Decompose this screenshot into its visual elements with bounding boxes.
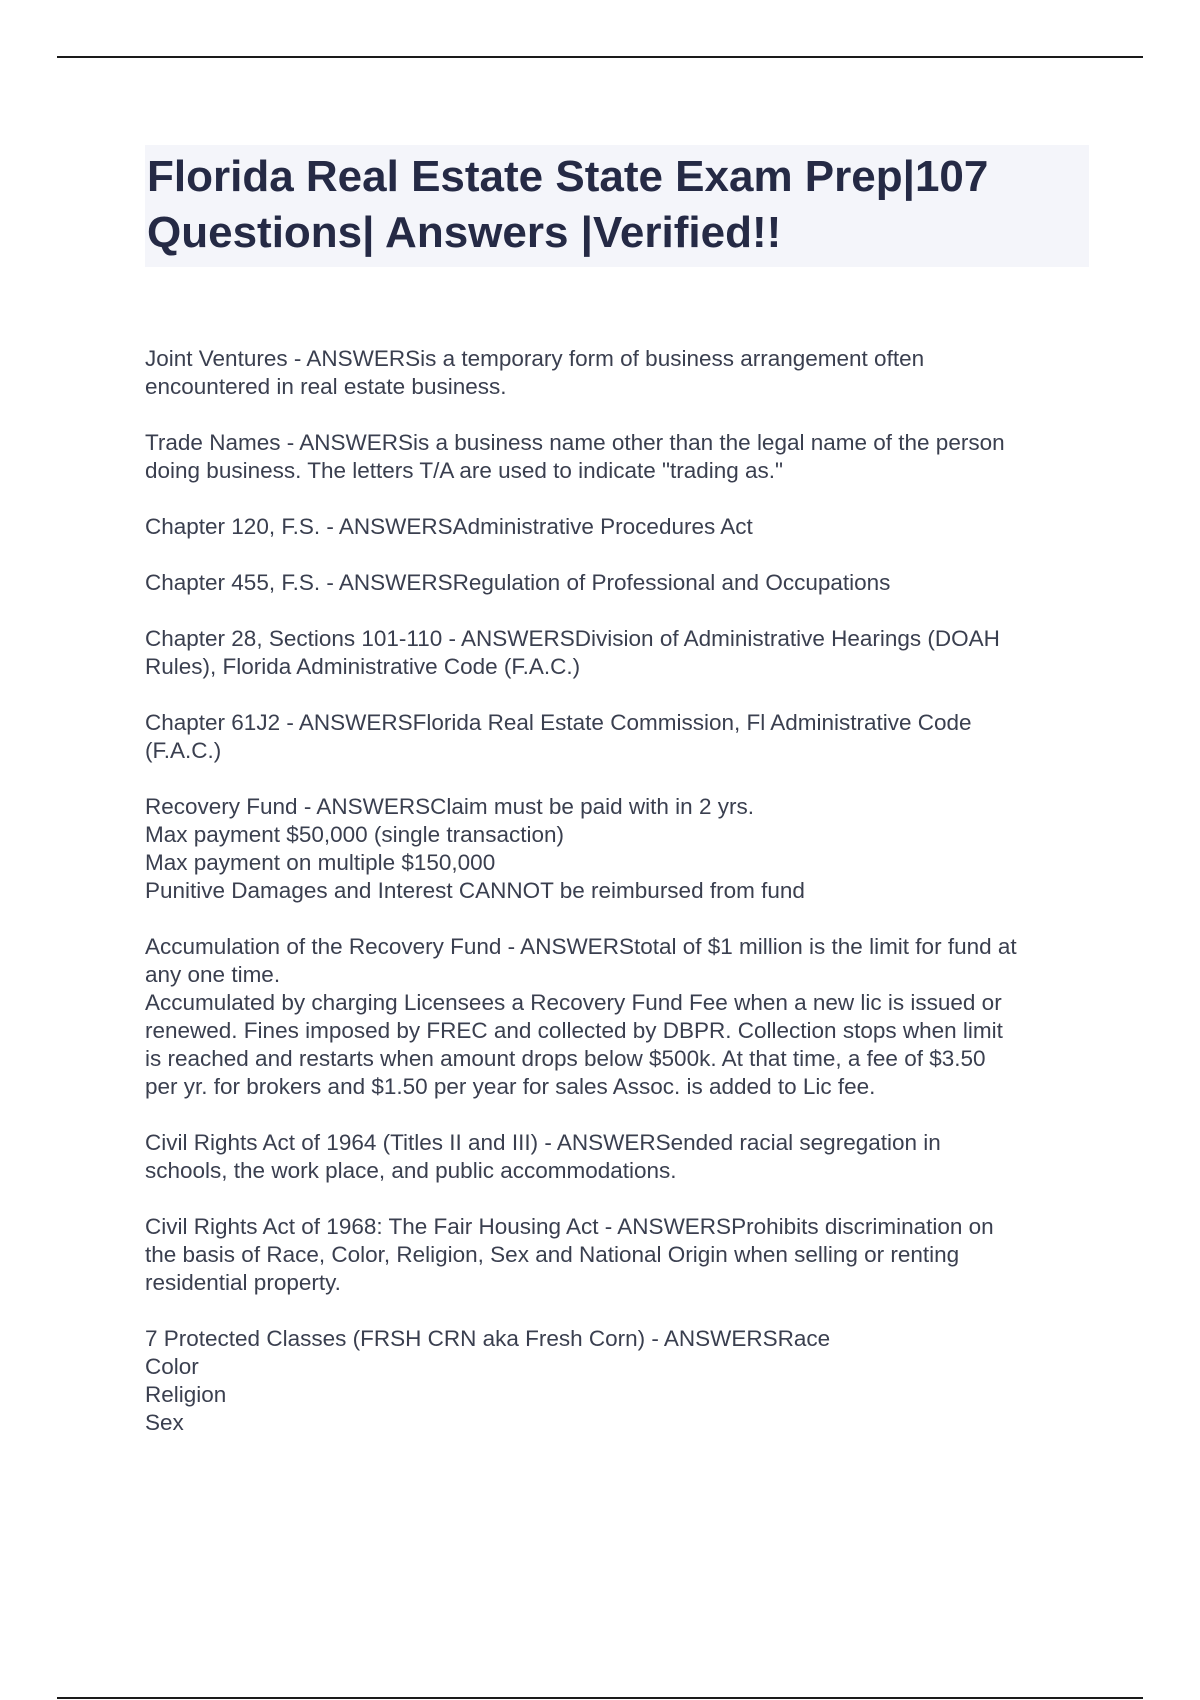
qa-line: Accumulated by charging Licensees a Recovery Fund Fee when a new lic is issued or: [145, 990, 1002, 1015]
qa-entry: [145, 793, 1089, 905]
qa-entry: [145, 513, 1089, 541]
qa-line: the basis of Race, Color, Religion, Sex and National Origin when selling or renting: [145, 1242, 960, 1267]
qa-line: renewed. Fines imposed by FREC and collected by DBPR. Collection stops when limit: [145, 1018, 1003, 1043]
qa-line: Civil Rights Act of 1964 (Titles II and III) - ANSWERSended racial segregation in: [145, 1130, 941, 1155]
qa-line: is reached and restarts when amount drops below $500k. At that time, a fee of $3.50: [145, 1046, 986, 1071]
qa-entry: [145, 709, 1089, 765]
qa-line: Religion: [145, 1382, 227, 1407]
qa-line: Civil Rights Act of 1968: The Fair Housing Act - ANSWERSProhibits discrimination on: [145, 1214, 994, 1239]
qa-line: Rules), Florida Administrative Code (F.A.C.): [145, 654, 581, 679]
qa-line: Joint Ventures - ANSWERSis a temporary form of business arrangement often: [145, 346, 925, 371]
qa-line: Recovery Fund - ANSWERSClaim must be paid with in 2 yrs.: [145, 794, 754, 819]
qa-line: Chapter 455, F.S. - ANSWERSRegulation of Professional and Occupations: [145, 570, 891, 595]
qa-entry: [145, 933, 1089, 1101]
top-divider: [57, 56, 1143, 58]
qa-entry: [145, 1213, 1089, 1297]
qa-line: Chapter 28, Sections 101-110 - ANSWERSDivision of Administrative Hearings (DOAH: [145, 626, 1000, 651]
qa-line: encountered in real estate business.: [145, 374, 507, 399]
qa-line: per yr. for brokers and $1.50 per year for sales Assoc. is added to Lic fee.: [145, 1074, 876, 1099]
qa-line: 7 Protected Classes (FRSH CRN aka Fresh Corn) - ANSWERSRace: [145, 1326, 831, 1351]
qa-entry: [145, 569, 1089, 597]
page-title: Florida Real Estate State Exam Prep|107 Questions| Answers |Verified!!: [147, 152, 989, 257]
qa-line: Sex: [145, 1410, 184, 1435]
qa-entry: [145, 1129, 1089, 1185]
bottom-divider: [57, 1697, 1143, 1699]
qa-list: [145, 345, 1089, 1437]
qa-line: any one time.: [145, 962, 281, 987]
title-block: [145, 145, 1089, 267]
qa-line: (F.A.C.): [145, 738, 222, 763]
qa-entry: [145, 1325, 1089, 1437]
qa-line: Color: [145, 1354, 199, 1379]
qa-line: Chapter 120, F.S. - ANSWERSAdministrative Procedures Act: [145, 514, 753, 539]
qa-line: Chapter 61J2 - ANSWERSFlorida Real Estate Commission, Fl Administrative Code: [145, 710, 972, 735]
qa-line: Trade Names - ANSWERSis a business name other than the legal name of the person: [145, 430, 1005, 455]
qa-line: residential property.: [145, 1270, 341, 1295]
qa-line: schools, the work place, and public accommodations.: [145, 1158, 677, 1183]
qa-entry: [145, 625, 1089, 681]
qa-line: Max payment on multiple $150,000: [145, 850, 496, 875]
document-body: [145, 145, 1089, 1465]
qa-entry: [145, 429, 1089, 485]
qa-line: Punitive Damages and Interest CANNOT be reimbursed from fund: [145, 878, 805, 903]
qa-line: Accumulation of the Recovery Fund - ANSWERStotal of $1 million is the limit for fund at: [145, 934, 1017, 959]
qa-entry: [145, 345, 1089, 401]
qa-line: doing business. The letters T/A are used to indicate "trading as.": [145, 458, 784, 483]
qa-line: Max payment $50,000 (single transaction): [145, 822, 564, 847]
